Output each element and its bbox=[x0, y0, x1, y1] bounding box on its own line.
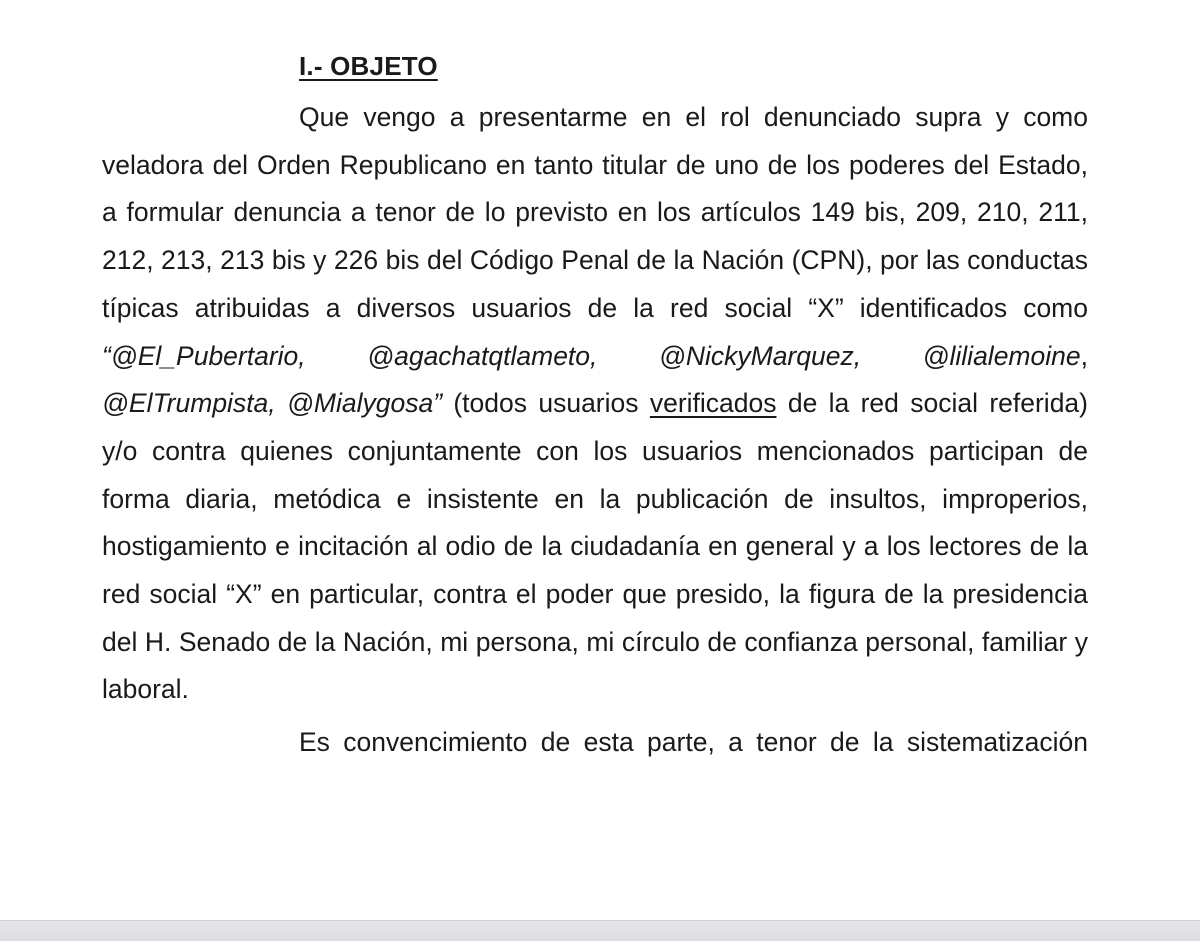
user-handles-b: @ElTrumpista, @Mialygosa” bbox=[102, 388, 443, 419]
paragraph-text-a: Que vengo a presentarme en el rol denunciado supra y como veladora del Orden Republicano en tanto titular de uno de los poderes del Estado, a formular denuncia a tenor de lo previsto en los artículos 149 bis, 209, 210, 211, 212, 213, 213 bis y 226 bis del Código Penal de la Nación (CPN), por las conductas típicas atribuidas a diversos usuarios de la red social “X” identificados como bbox=[102, 102, 1088, 323]
viewer-bottom-bar bbox=[0, 920, 1200, 941]
paragraph-objeto bbox=[102, 94, 1088, 714]
user-handles-a: “@El_Pubertario, @agachatqtlameto, @NickyMarquez, @lilialemoine bbox=[102, 340, 1081, 371]
paragraph-continuation: Es convencimiento de esta parte, a tenor de la sistematización bbox=[299, 727, 1088, 757]
paragraph-text-c: de la red social referida) y/o contra quienes conjuntamente con los usuarios mencionados participan de forma diaria, metódica e insistente en la publicación de insultos, improperios, hostigamiento e incitación al odio de la ciudadanía en general y a los lectores de la red social “X” en particular, contra el poder que presido, la figura de la presidencia del H. Senado de la Nación, mi persona, mi círculo de confianza personal, familiar y laboral. bbox=[102, 388, 1088, 705]
handles-separator: , bbox=[1080, 340, 1088, 371]
section-heading: I.- OBJETO bbox=[299, 51, 438, 81]
paragraph-text-b: (todos usuarios bbox=[442, 388, 650, 419]
underlined-word: verificados bbox=[649, 388, 777, 419]
